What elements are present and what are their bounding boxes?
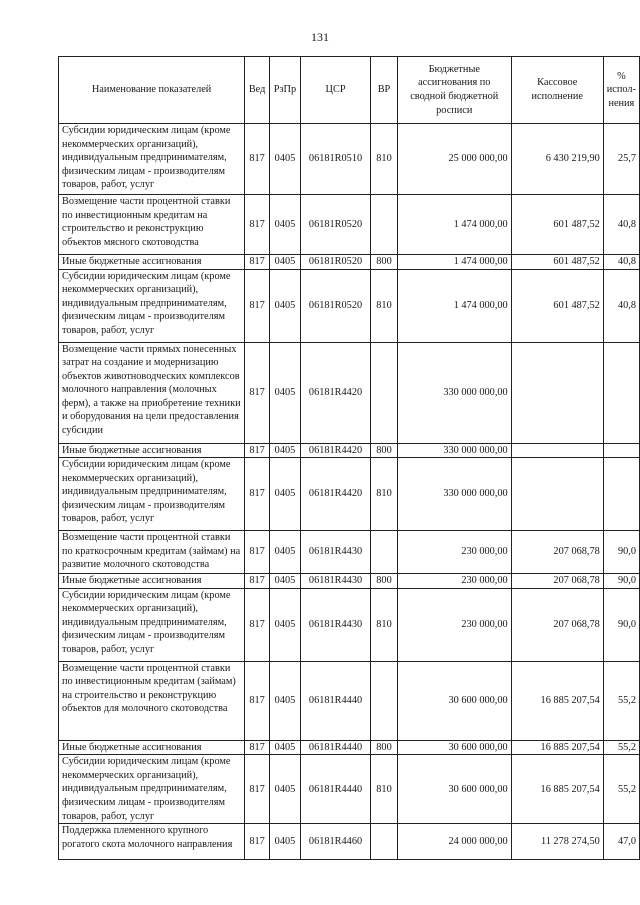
cell-vr: 800 bbox=[371, 574, 398, 589]
cell-cash: 16 885 207,54 bbox=[511, 755, 603, 824]
cell-rzpr: 0405 bbox=[270, 124, 301, 195]
cell-pct bbox=[603, 342, 639, 443]
cell-rzpr: 0405 bbox=[270, 342, 301, 443]
cell-pct: 40,8 bbox=[603, 255, 639, 270]
cell-pct: 55,2 bbox=[603, 755, 639, 824]
cell-rzpr: 0405 bbox=[270, 269, 301, 342]
cell-vr bbox=[371, 824, 398, 860]
cell-pct: 90,0 bbox=[603, 531, 639, 574]
table-row bbox=[59, 269, 640, 342]
cell-ved: 817 bbox=[245, 824, 270, 860]
cell-ved: 817 bbox=[245, 574, 270, 589]
cell-ved: 817 bbox=[245, 255, 270, 270]
table-body bbox=[59, 124, 640, 860]
cell-name: Поддержка племенного крупного рогатого скота молочного направления bbox=[59, 824, 245, 860]
cell-rzpr: 0405 bbox=[270, 443, 301, 458]
cell-name: Иные бюджетные ассигнования bbox=[59, 443, 245, 458]
cell-budget: 30 600 000,00 bbox=[397, 740, 511, 755]
cell-pct: 90,0 bbox=[603, 574, 639, 589]
cell-name: Субсидии юридическим лицам (кроме некоммерческих организаций), индивидуальным предпринимателям, физическим лицам - производителям товаров, работ, услуг bbox=[59, 458, 245, 531]
cell-budget: 1 474 000,00 bbox=[397, 255, 511, 270]
cell-csr: 06181R4440 bbox=[300, 755, 370, 824]
header-cash: Кассовое исполнение bbox=[511, 57, 603, 124]
cell-vr: 800 bbox=[371, 443, 398, 458]
cell-cash: 6 430 219,90 bbox=[511, 124, 603, 195]
page-number: 131 bbox=[311, 30, 329, 44]
cell-vr: 800 bbox=[371, 740, 398, 755]
cell-ved: 817 bbox=[245, 531, 270, 574]
table-row bbox=[59, 443, 640, 458]
cell-ved: 817 bbox=[245, 661, 270, 740]
cell-budget: 1 474 000,00 bbox=[397, 195, 511, 255]
cell-csr: 06181R0510 bbox=[300, 124, 370, 195]
table-row bbox=[59, 588, 640, 661]
cell-csr: 06181R4420 bbox=[300, 342, 370, 443]
cell-rzpr: 0405 bbox=[270, 195, 301, 255]
cell-ved: 817 bbox=[245, 124, 270, 195]
cell-csr: 06181R4460 bbox=[300, 824, 370, 860]
cell-name: Возмещение части процентной ставки по краткосрочным кредитам (займам) на развитие молочного скотоводства bbox=[59, 531, 245, 574]
cell-vr bbox=[371, 342, 398, 443]
table-row bbox=[59, 661, 640, 740]
table-row bbox=[59, 574, 640, 589]
cell-name: Возмещение части процентной ставки по инвестиционным кредитам на строительство и реконструкцию объектов мясного скотоводства bbox=[59, 195, 245, 255]
header-budget: Бюджетные ассигнования по сводной бюджетной росписи bbox=[397, 57, 511, 124]
cell-cash bbox=[511, 342, 603, 443]
cell-csr: 06181R4430 bbox=[300, 574, 370, 589]
cell-budget: 30 600 000,00 bbox=[397, 661, 511, 740]
cell-name: Возмещение части прямых понесенных затрат на создание и модернизацию объектов животноводческих комплексов молочного направления (молочных ферм), а также на приобретение техники и оборудования на цели предоставления субсидии bbox=[59, 342, 245, 443]
cell-csr: 06181R4440 bbox=[300, 661, 370, 740]
cell-rzpr: 0405 bbox=[270, 531, 301, 574]
cell-vr bbox=[371, 195, 398, 255]
cell-pct bbox=[603, 443, 639, 458]
table-row bbox=[59, 255, 640, 270]
cell-pct: 25,7 bbox=[603, 124, 639, 195]
header-name: Наименование показателей bbox=[59, 57, 245, 124]
cell-cash: 207 068,78 bbox=[511, 531, 603, 574]
cell-rzpr: 0405 bbox=[270, 574, 301, 589]
header-ved: Вед bbox=[245, 57, 270, 124]
cell-name: Иные бюджетные ассигнования bbox=[59, 255, 245, 270]
cell-budget: 24 000 000,00 bbox=[397, 824, 511, 860]
cell-csr: 06181R4440 bbox=[300, 740, 370, 755]
table-row bbox=[59, 195, 640, 255]
table-row bbox=[59, 124, 640, 195]
table-row bbox=[59, 824, 640, 860]
cell-name: Субсидии юридическим лицам (кроме некоммерческих организаций), индивидуальным предпринимателям, физическим лицам - производителям товаров, работ, услуг bbox=[59, 755, 245, 824]
cell-csr: 06181R4420 bbox=[300, 458, 370, 531]
cell-ved: 817 bbox=[245, 443, 270, 458]
cell-budget: 230 000,00 bbox=[397, 574, 511, 589]
table-row bbox=[59, 755, 640, 824]
cell-pct: 55,2 bbox=[603, 740, 639, 755]
header-csr: ЦСР bbox=[300, 57, 370, 124]
cell-vr: 810 bbox=[371, 588, 398, 661]
cell-ved: 817 bbox=[245, 755, 270, 824]
cell-pct: 40,8 bbox=[603, 269, 639, 342]
cell-budget: 1 474 000,00 bbox=[397, 269, 511, 342]
cell-rzpr: 0405 bbox=[270, 661, 301, 740]
cell-cash: 601 487,52 bbox=[511, 255, 603, 270]
cell-ved: 817 bbox=[245, 740, 270, 755]
cell-rzpr: 0405 bbox=[270, 255, 301, 270]
cell-name: Возмещение части процентной ставки по инвестиционным кредитам (займам) на строительство и реконструкцию объектов для молочного скотоводства bbox=[59, 661, 245, 740]
cell-csr: 06181R0520 bbox=[300, 269, 370, 342]
cell-rzpr: 0405 bbox=[270, 755, 301, 824]
cell-name: Субсидии юридическим лицам (кроме некоммерческих организаций), индивидуальным предпринимателям, физическим лицам - производителям товаров, работ, услуг bbox=[59, 588, 245, 661]
cell-csr: 06181R0520 bbox=[300, 195, 370, 255]
cell-budget: 330 000 000,00 bbox=[397, 458, 511, 531]
table-row bbox=[59, 740, 640, 755]
header-vr: ВР bbox=[371, 57, 398, 124]
cell-vr bbox=[371, 661, 398, 740]
cell-cash bbox=[511, 458, 603, 531]
cell-vr: 810 bbox=[371, 755, 398, 824]
cell-budget: 30 600 000,00 bbox=[397, 755, 511, 824]
table-row bbox=[59, 531, 640, 574]
cell-rzpr: 0405 bbox=[270, 824, 301, 860]
cell-cash: 11 278 274,50 bbox=[511, 824, 603, 860]
table-header-row bbox=[59, 57, 640, 124]
cell-ved: 817 bbox=[245, 195, 270, 255]
cell-budget: 230 000,00 bbox=[397, 588, 511, 661]
cell-vr: 810 bbox=[371, 458, 398, 531]
cell-budget: 230 000,00 bbox=[397, 531, 511, 574]
cell-ved: 817 bbox=[245, 269, 270, 342]
cell-csr: 06181R4430 bbox=[300, 588, 370, 661]
cell-cash: 16 885 207,54 bbox=[511, 740, 603, 755]
cell-cash: 601 487,52 bbox=[511, 269, 603, 342]
cell-name: Иные бюджетные ассигнования bbox=[59, 740, 245, 755]
cell-ved: 817 bbox=[245, 588, 270, 661]
cell-budget: 330 000 000,00 bbox=[397, 443, 511, 458]
table-row bbox=[59, 342, 640, 443]
budget-execution-table bbox=[58, 56, 640, 860]
cell-rzpr: 0405 bbox=[270, 740, 301, 755]
cell-rzpr: 0405 bbox=[270, 588, 301, 661]
cell-vr: 800 bbox=[371, 255, 398, 270]
cell-vr bbox=[371, 531, 398, 574]
cell-vr: 810 bbox=[371, 269, 398, 342]
header-rzpr: РзПр bbox=[270, 57, 301, 124]
cell-csr: 06181R0520 bbox=[300, 255, 370, 270]
cell-budget: 25 000 000,00 bbox=[397, 124, 511, 195]
cell-csr: 06181R4430 bbox=[300, 531, 370, 574]
cell-name: Субсидии юридическим лицам (кроме некоммерческих организаций), индивидуальным предпринимателям, физическим лицам - производителям товаров, работ, услуг bbox=[59, 124, 245, 195]
cell-pct bbox=[603, 458, 639, 531]
cell-cash: 207 068,78 bbox=[511, 574, 603, 589]
cell-cash: 601 487,52 bbox=[511, 195, 603, 255]
cell-ved: 817 bbox=[245, 458, 270, 531]
cell-pct: 90,0 bbox=[603, 588, 639, 661]
header-pct: % испол-нения bbox=[603, 57, 639, 124]
cell-cash: 207 068,78 bbox=[511, 588, 603, 661]
cell-vr: 810 bbox=[371, 124, 398, 195]
table-row bbox=[59, 458, 640, 531]
cell-ved: 817 bbox=[245, 342, 270, 443]
cell-pct: 40,8 bbox=[603, 195, 639, 255]
cell-budget: 330 000 000,00 bbox=[397, 342, 511, 443]
cell-cash: 16 885 207,54 bbox=[511, 661, 603, 740]
cell-csr: 06181R4420 bbox=[300, 443, 370, 458]
cell-rzpr: 0405 bbox=[270, 458, 301, 531]
cell-name: Иные бюджетные ассигнования bbox=[59, 574, 245, 589]
cell-name: Субсидии юридическим лицам (кроме некоммерческих организаций), индивидуальным предпринимателям, физическим лицам - производителям товаров, работ, услуг bbox=[59, 269, 245, 342]
cell-cash bbox=[511, 443, 603, 458]
cell-pct: 47,0 bbox=[603, 824, 639, 860]
cell-pct: 55,2 bbox=[603, 661, 639, 740]
